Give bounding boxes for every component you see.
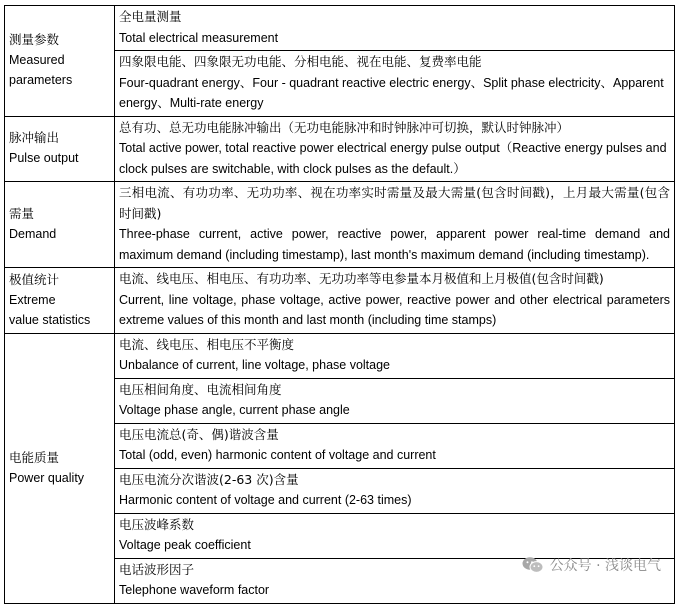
item-zh: 电流、线电压、相电压、有功功率、无功功率等电参量本月极值和上月极值(包含时间戳) <box>119 271 604 286</box>
item-zh: 总有功、总无功电能脉冲输出（无功电能脉冲和时钟脉冲可切换，默认时钟脉冲） <box>119 119 570 135</box>
item-en: Unbalance of current, line voltage, phase voltage <box>119 358 391 372</box>
item-zh: 电压相间角度、电流相间角度 <box>119 381 282 397</box>
category-zh: 脉冲输出 <box>9 130 60 146</box>
category-en: value statistics <box>9 312 91 327</box>
category-en: Power quality <box>9 470 85 485</box>
item-cell <box>115 182 675 268</box>
watermark-text: 公众号 · 浅谈电气 <box>549 558 661 574</box>
item-en: Four-quadrant energy、Four - quadrant reactive electric energy、Split phase electricity、Apparent energy、Multi-rate energy <box>119 75 664 110</box>
table-row <box>5 333 675 378</box>
item-zh: 电流、线电压、相电压不平衡度 <box>119 336 295 352</box>
watermark <box>522 555 661 575</box>
wechat-icon <box>522 556 544 574</box>
item-en: Current, line voltage, phase voltage, active power, reactive power and other electrical parameters extreme values of this month and last month (including time stamps) <box>119 292 670 327</box>
category-en: Measured <box>9 53 65 68</box>
table-row <box>5 6 675 51</box>
category-cell <box>5 182 115 268</box>
item-en: Total electrical measurement <box>119 30 279 45</box>
item-en: Voltage peak coefficient <box>119 538 251 552</box>
item-en: Three-phase current, active power, reactive power, apparent power real-time demand and maximum demand (including timestamp), last month's maximum demand (including timestamp). <box>119 227 670 262</box>
category-en: Pulse output <box>9 151 79 166</box>
item-en: Harmonic content of voltage and current (2-63 times) <box>119 493 412 507</box>
item-zh: 电话波形因子 <box>119 561 195 577</box>
item-zh: 四象限电能、四象限无功电能、分相电能、视在电能、复费率电能 <box>119 54 482 69</box>
item-cell <box>115 468 675 513</box>
item-cell <box>115 423 675 468</box>
item-en: Total (odd, even) harmonic content of voltage and current <box>119 448 436 462</box>
table-row <box>5 182 675 268</box>
item-zh: 电压电流分次谐波(2-63 次)含量 <box>119 471 299 487</box>
category-zh: 电能质量 <box>9 449 60 465</box>
category-en: parameters <box>9 73 73 88</box>
item-cell <box>115 6 675 51</box>
item-cell <box>115 268 675 334</box>
spec-table <box>4 5 675 604</box>
category-cell <box>5 6 115 117</box>
item-zh: 三相电流、有功功率、无功功率、视在功率实时需量及最大需量(包含时间戳)，上月最大需量(包含时间戳) <box>119 185 670 221</box>
item-cell <box>115 333 675 378</box>
item-en: Total active power, total reactive power electrical energy pulse output（Reactive energy pulses and clock pulses are switchable, with clock pulses as the default.） <box>119 141 667 176</box>
category-en: Extreme <box>9 292 56 307</box>
category-zh: 测量参数 <box>9 32 60 48</box>
category-cell <box>5 333 115 603</box>
item-zh: 全电量测量 <box>119 9 182 24</box>
category-zh: 需量 <box>9 206 35 221</box>
table-row <box>5 268 675 334</box>
item-zh: 电压电流总(奇、偶)谐波含量 <box>119 426 279 442</box>
category-zh: 极值统计 <box>9 271 60 287</box>
item-cell <box>115 116 675 182</box>
item-cell <box>115 378 675 423</box>
table-row <box>5 116 675 182</box>
item-zh: 电压波峰系数 <box>119 516 195 532</box>
item-en: Telephone waveform factor <box>119 583 270 597</box>
item-en: Voltage phase angle, current phase angle <box>119 403 350 417</box>
item-cell <box>115 513 675 558</box>
category-cell <box>5 268 115 334</box>
item-cell <box>115 51 675 117</box>
category-cell <box>5 116 115 182</box>
category-en: Demand <box>9 227 57 241</box>
